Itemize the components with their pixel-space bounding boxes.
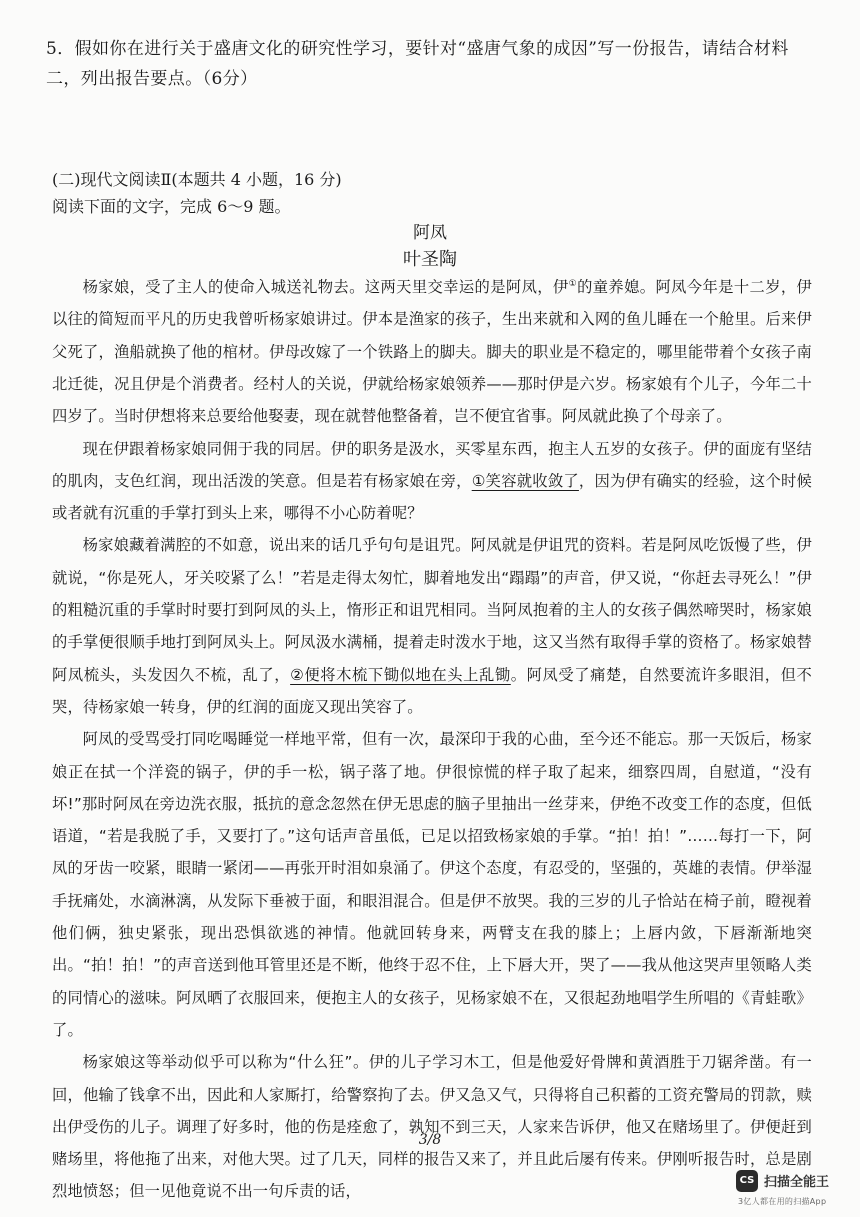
watermark-app-name: 扫描全能王 (764, 1175, 830, 1190)
section-heading: (二)现代文阅读Ⅱ(本题共 4 小题，16 分) (52, 170, 342, 189)
paragraph-2-text-a: 现在伊跟着杨家娘同佣于我的同居。伊的职务是汲水，买零星东西，抱主人五岁的女孩子。伊的面庞有坚结的肌肉，支色红润，现出活泼的笑意。但是若有杨家娘在旁， (52, 439, 812, 490)
footnote-marker: ① (568, 279, 578, 289)
paragraph-3 (52, 529, 812, 723)
watermark-tagline: 3亿人都在用的扫描App (738, 1197, 827, 1206)
question-5-line-2: 二，列出报告要点。（6分） (46, 69, 258, 89)
paragraph-1 (52, 268, 812, 433)
paragraph-5: 杨家娘这等举动似乎可以称为“什么狂”。伊的儿子学习木工，但是他爱好骨牌和黄酒胜于刀锯斧凿。有一回，他输了钱拿不出，因此和人家厮打，给警察拘了去。伊又急又气，只得将自己积蓄的工资充警局的罚款，赎出伊受伤的儿子。调理了好多时，他的伤是痊愈了，孰知不到三天，人家来告诉伊，他又在赌场里了。伊便赶到赌场里，将他拖了出来，对他大哭。过了几天，同样的报告又来了，并且此后屡有传来。伊刚听报告时，总是剧烈地愤怒；但一见他竟说不出一句斥责的话， (52, 1053, 812, 1201)
underlined-sentence-1: ①笑容就收敛了 (471, 471, 579, 490)
paragraph-3-text-a: 杨家娘藏着满腔的不如意，说出来的话几乎句句是诅咒。阿凤就是伊诅咒的资料。若是阿凤吃饭慢了些，伊就说，“你是死人，牙关咬紧了么！”若是走得太匆忙，脚着地发出“蹋蹋”的声音，伊又说，“你赶去寻死么！”伊的粗糙沉重的手掌时时要打到阿凤的头上，惰形正和诅咒相同。当阿凤抱着的主人的女孩子偶然啼哭时，杨家娘的手掌便很顺手地打到阿凤头上。阿凤汲水满桶，提着走时泼水于地，这又当然有取得手掌的资格了。杨家娘替阿凤梳头，头发因久不梳，乱了， (52, 536, 812, 684)
paragraph-3-text-b: 。阿凤受了痛楚，自然要流许多眼泪，但不哭，待杨家娘一转身，伊的红润的面庞又现出笑容了。 (52, 665, 812, 716)
page-number: 3/8 (418, 1132, 442, 1148)
paragraph-2-text-b: ，因为伊有确实的经验，这个时候或者就有沉重的手掌打到头上来，哪得不小心防着呢？ (52, 471, 812, 523)
paragraph-2 (52, 433, 812, 530)
section-header (52, 166, 812, 220)
question-5 (46, 34, 816, 94)
paragraph-1-text-a: 杨家娘，受了主人的使命入城送礼物去。这两天里交幸运的是阿凤，伊 (82, 278, 569, 297)
underlined-sentence-2: ②便将木梳下锄似地在头上乱锄 (290, 665, 511, 684)
article-author: 叶圣陶 (403, 249, 457, 270)
paragraph-4: 阿凤的受骂受打同吃喝睡觉一样地平常，但有一次，最深印于我的心曲，至今还不能忘。那一天饭后，杨家娘正在拭一个洋瓷的锅子，伊的手一松，锅子落了地。伊很惊慌的样子取了起来，细察四周，自慰道，“没有坏!”那时阿凤在旁边洗衣服，抵抗的意念忽然在伊无思虑的脑子里抽出一丝芽来，伊绝不改变工作的态度，但低语道，“若是我脱了手，又要打了。”这句话声音虽低，已足以招致杨家娘的手掌。“拍！拍！”……每打一下，阿凤的牙齿一咬紧，眼睛一紧闭——再张开时泪如泉涌了。伊这个态度，有忍受的，坚强的，英雄的表情。伊举湿手抚痛处，水滴淋漓，从发际下垂被于面，和眼泪混合。但是伊不放哭。我的三岁的儿子恰站在椅子前，瞪视着他们俩，独史紧张，现出恐惧欲逃的神情。他就回转身来，两臂支在我的膝上；上唇内敛，下唇渐渐地突出。“拍！拍！”的声音送到他耳管里还是不断，他终于忍不住，上下唇大开，哭了——我从他这哭声里领略人类的同情心的滋味。阿凤晒了衣服回来，便抱主人的女孩子，见杨家娘不在，又很起劲地唱学生所唱的《青蛙歌》了。 (52, 730, 812, 1039)
article-body (52, 268, 812, 1208)
scanner-watermark (736, 1168, 856, 1212)
section-instruction: 阅读下面的文字，完成 6～9 题。 (52, 197, 291, 216)
article-title: 阿凤 (413, 223, 447, 243)
paragraph-1-text-b: 的童养媳。阿凤今年是十二岁，伊以往的简短而平凡的历史我曾听杨家娘讲过。伊本是渔家的孩子，生出来就和入网的鱼儿睡在一个舱里。后来伊父死了，渔船就换了他的棺材。伊母改嫁了一个铁路上的脚夫。脚夫的职业是不稳定的，哪里能带着个女孩子南北迁徙，况且伊是个消费者。经村人的关说，伊就给杨家娘领养——那时伊是六岁。杨家娘有个儿子，今年二十四岁了。当时伊想将来总要给他娶妻，现在就替他整备着，岂不便宜省事。阿凤就此换了个母亲了。 (52, 278, 812, 426)
question-5-line-1: 5．假如你在进行关于盛唐文化的研究性学习，要针对“盛唐气象的成因”写一份报告，请结合材料 (46, 39, 789, 59)
camscanner-logo-icon: CS (736, 1170, 758, 1192)
